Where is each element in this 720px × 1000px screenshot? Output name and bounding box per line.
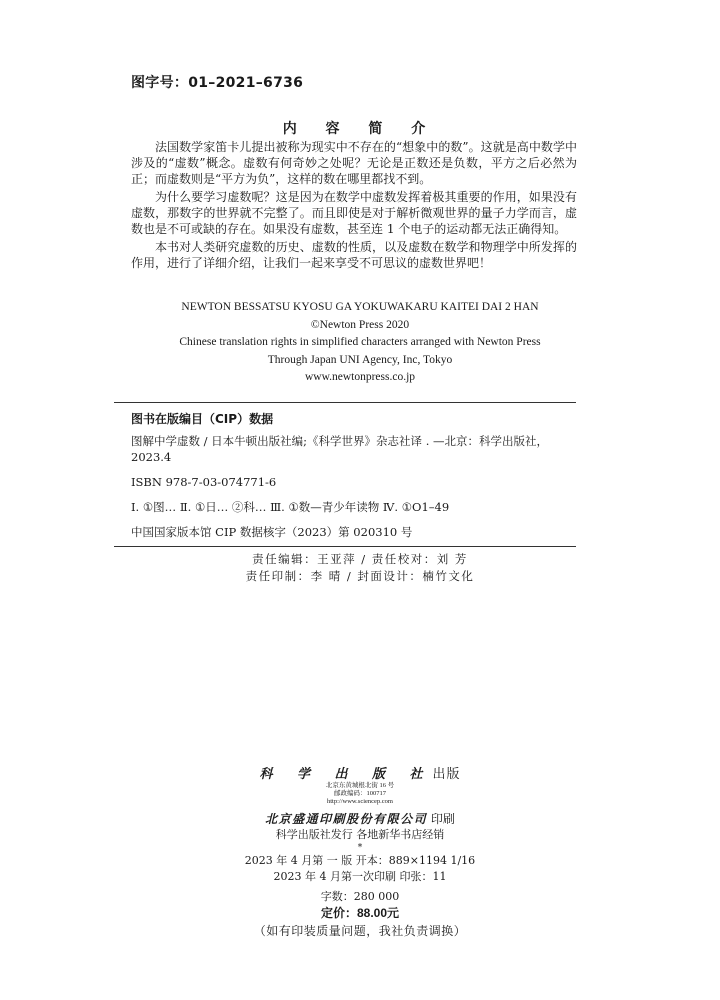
intro-text [131, 139, 577, 273]
copyright-line: Chinese translation rights in simplified characters arranged with Newton Press [179, 336, 541, 348]
quality-note: （如有印装质量问题，我社负责调换） [253, 924, 467, 938]
printer-logo-text: 北京盛通印刷股份有限公司 [265, 812, 428, 826]
editors-line: 责任印制：李 晴 / 封面设计：楠竹文化 [245, 569, 475, 583]
isbn: ISBN 978-7-03-074771-6 [131, 475, 277, 489]
divider [114, 546, 576, 547]
cip-line: 2023.4 [131, 450, 172, 464]
publisher-logo-text: 科 学 出 版 社 [259, 767, 433, 782]
copyright-line: NEWTON BESSATSU KYOSU GA YOKUWAKARU KAITEI DAI 2 HAN [181, 301, 539, 313]
editors-line: 责任编辑：王亚萍 / 责任校对：刘 芳 [252, 552, 468, 566]
printing-info: 2023 年 4 月第一次印刷 印张：11 [273, 870, 447, 883]
publisher-postcode: 邮政编码：100717 [334, 790, 386, 797]
editors-block [0, 551, 720, 585]
publisher-name [0, 763, 720, 782]
publisher-suffix: 出版 [432, 767, 461, 782]
word-count: 字数：280 000 [320, 890, 400, 903]
cip-data [131, 433, 571, 540]
edition-info: 2023 年 4 月第 一 版 开本：889×1194 1/16 [244, 854, 476, 867]
price-value: 88.00 [356, 906, 388, 920]
separator-star: * [357, 843, 363, 853]
registration-number: 图字号：01–2021–6736 [131, 75, 304, 91]
divider [114, 402, 576, 403]
publication-info [0, 763, 720, 940]
copyright-line: ©Newton Press 2020 [310, 318, 410, 331]
publisher-url: http://www.sciencep.com [326, 798, 393, 805]
cip-heading: 图书在版编目（CIP）数据 [131, 412, 274, 426]
printer-name [0, 810, 720, 827]
price-label: 定价： [320, 906, 357, 920]
intro-paragraph: 本书对人类研究虚数的历史、虚数的性质，以及虚数在数学和物理学中所发挥的作用，进行了详细介绍，让我们一起来享受不可思议的虚数世界吧！ [131, 240, 577, 270]
intro-paragraph: 法国数学家笛卡儿提出被称为现实中不存在的“想象中的数”。这就是高中数学中涉及的“虚数”概念。虚数有何奇妙之处呢？无论是正数还是负数，平方之后必然为正；而虚数则是“平方为负”，这样的数在哪里都找不到。 [131, 140, 577, 186]
price [0, 905, 720, 922]
distribution: 科学出版社发行 各地新华书店经销 [275, 828, 445, 841]
intro-title: 内 容 简 介 [282, 121, 438, 137]
cip-classification: Ⅰ. ①图… Ⅱ. ①日… ②科… Ⅲ. ①数—青少年读物 Ⅳ. ①O1–49 [131, 500, 450, 514]
price-unit: 元 [387, 906, 400, 920]
copyright-block [0, 299, 720, 387]
intro-paragraph: 为什么要学习虚数呢？这是因为在数学中虚数发挥着极其重要的作用，如果没有虚数，那数字的世界就不完整了。而且即使是对于解析微观世界的量子力学而言，虚数也是不可或缺的存在。如果没有虚数，甚至连 1 个电子的运动都无法正确得知。 [131, 190, 577, 236]
copyright-line: Through Japan UNI Agency, Inc, Tokyo [267, 353, 453, 366]
printer-suffix: 印刷 [430, 812, 455, 826]
publisher-address: 北京东黄城根北街 16 号 [325, 782, 395, 789]
cip-record-number: 中国国家版本馆 CIP 数据核字（2023）第 020310 号 [131, 525, 413, 539]
copyright-line: www.newtonpress.co.jp [304, 371, 416, 383]
cip-line: 图解中学虚数 / 日本牛顿出版社编;《科学世界》杂志社译 . —北京：科学出版社， [131, 434, 549, 448]
